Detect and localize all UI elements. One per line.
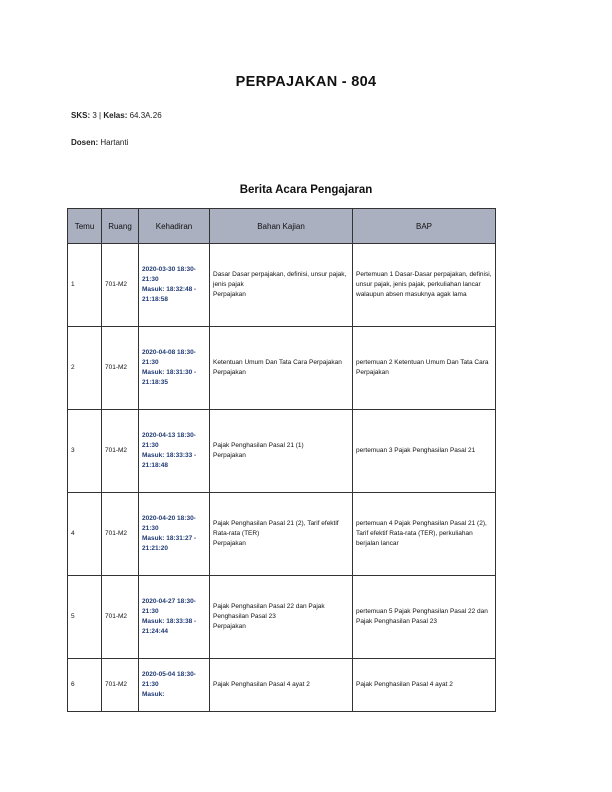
cell-bap: pertemuan 2 Ketentuan Umum Dan Tata Cara Perpajakan: [353, 327, 496, 410]
page-title: PERPAJAKAN - 804: [235, 74, 377, 90]
table-row: [68, 576, 496, 659]
cell-kehadiran: [139, 410, 210, 493]
cell-temu: 3: [68, 410, 102, 493]
dosen-value: Hartanti: [100, 138, 129, 147]
header-temu: Temu: [68, 209, 102, 244]
cell-bahan-kajian: [210, 327, 353, 410]
cell-bahan-kajian: [210, 244, 353, 327]
cell-temu: 4: [68, 493, 102, 576]
cell-kehadiran: [139, 659, 210, 712]
cell-kehadiran: [139, 576, 210, 659]
jadwal-text: 2020-05-04 18:30-21:30: [142, 671, 196, 688]
course-info-line: [71, 111, 162, 120]
bahan-text: Pajak Penghasilan Pasal 21 (1): [213, 442, 304, 449]
cell-kehadiran: [139, 244, 210, 327]
jadwal-text: 2020-04-20 18:30-21:30: [142, 515, 196, 532]
cell-bahan-kajian: [210, 576, 353, 659]
bahan-subject: Perpajakan: [213, 369, 246, 376]
header-ruang: Ruang: [102, 209, 139, 244]
bahan-text: Pajak Penghasilan Pasal 22 dan Pajak Penghasilan Pasal 23: [213, 603, 325, 620]
masuk-text: Masuk: 18:31:27 - 21:21:20: [142, 535, 197, 552]
cell-ruang: 701-M2: [102, 244, 139, 327]
dosen-label: Dosen:: [71, 138, 99, 147]
bahan-text: Ketentuan Umum Dan Tata Cara Perpajakan: [213, 359, 342, 366]
kelas-label: Kelas:: [103, 111, 128, 120]
jadwal-text: 2020-04-08 18:30-21:30: [142, 349, 196, 366]
cell-bap: pertemuan 4 Pajak Penghasilan Pasal 21 (2), Tarif efektif Rata-rata (TER), perkuliahan berjalan lancar: [353, 493, 496, 576]
header-bap: BAP: [353, 209, 496, 244]
bahan-text: Pajak Penghasilan Pasal 4 ayat 2: [213, 681, 310, 688]
cell-ruang: 701-M2: [102, 410, 139, 493]
table-row: [68, 410, 496, 493]
cell-bap: pertemuan 3 Pajak Penghasilan Pasal 21: [353, 410, 496, 493]
table-row: [68, 244, 496, 327]
masuk-text: Masuk: 18:33:33 - 21:18:48: [142, 452, 197, 469]
table-row: [68, 493, 496, 576]
bahan-subject: Perpajakan: [213, 540, 246, 547]
cell-temu: 2: [68, 327, 102, 410]
jadwal-text: 2020-04-27 18:30-21:30: [142, 598, 196, 615]
bahan-subject: Perpajakan: [213, 623, 246, 630]
cell-kehadiran: [139, 493, 210, 576]
cell-bap: Pajak Penghasilan Pasal 4 ayat 2: [353, 659, 496, 712]
lecturer-line: [71, 138, 128, 147]
bahan-text: Pajak Penghasilan Pasal 21 (2), Tarif efektif Rata-rata (TER): [213, 520, 339, 537]
masuk-text: Masuk: 18:31:30 - 21:18:35: [142, 369, 197, 386]
jadwal-text: 2020-03-30 18:30-21:30: [142, 266, 196, 283]
kelas-value: 64.3A.26: [129, 111, 162, 120]
cell-temu: 5: [68, 576, 102, 659]
masuk-text: Masuk:: [142, 691, 165, 698]
bahan-subject: Perpajakan: [213, 452, 246, 459]
cell-bap: Pertemuan 1 Dasar-Dasar perpajakan, definisi, unsur pajak, jenis pajak, perkuliahan lancar walaupun absen masuknya agak lama: [353, 244, 496, 327]
cell-temu: 1: [68, 244, 102, 327]
cell-ruang: 701-M2: [102, 576, 139, 659]
cell-temu: 6: [68, 659, 102, 712]
cell-bahan-kajian: [210, 410, 353, 493]
jadwal-text: 2020-04-13 18:30-21:30: [142, 432, 196, 449]
header-kehadiran: Kehadiran: [139, 209, 210, 244]
info-separator: |: [99, 111, 102, 120]
sks-value: 3: [92, 111, 97, 120]
section-title: Berita Acara Pengajaran: [239, 184, 373, 196]
cell-kehadiran: [139, 327, 210, 410]
masuk-text: Masuk: 18:32:48 - 21:18:58: [142, 286, 197, 303]
table-row: [68, 659, 496, 712]
bahan-text: Dasar Dasar perpajakan, definisi, unsur pajak, jenis pajak: [213, 271, 347, 288]
table-row: [68, 327, 496, 410]
table-header-row: [68, 209, 496, 244]
cell-bahan-kajian: [210, 659, 353, 712]
cell-bap: pertemuan 5 Pajak Penghasilan Pasal 22 dan Pajak Penghasilan Pasal 23: [353, 576, 496, 659]
masuk-text: Masuk: 18:33:38 - 21:24:44: [142, 618, 197, 635]
cell-ruang: 701-M2: [102, 659, 139, 712]
sks-label: SKS:: [71, 111, 91, 120]
bap-table: [67, 208, 496, 712]
bahan-subject: Perpajakan: [213, 291, 246, 298]
header-bahan-kajian: Bahan Kajian: [210, 209, 353, 244]
cell-ruang: 701-M2: [102, 327, 139, 410]
cell-bahan-kajian: [210, 493, 353, 576]
cell-ruang: 701-M2: [102, 493, 139, 576]
